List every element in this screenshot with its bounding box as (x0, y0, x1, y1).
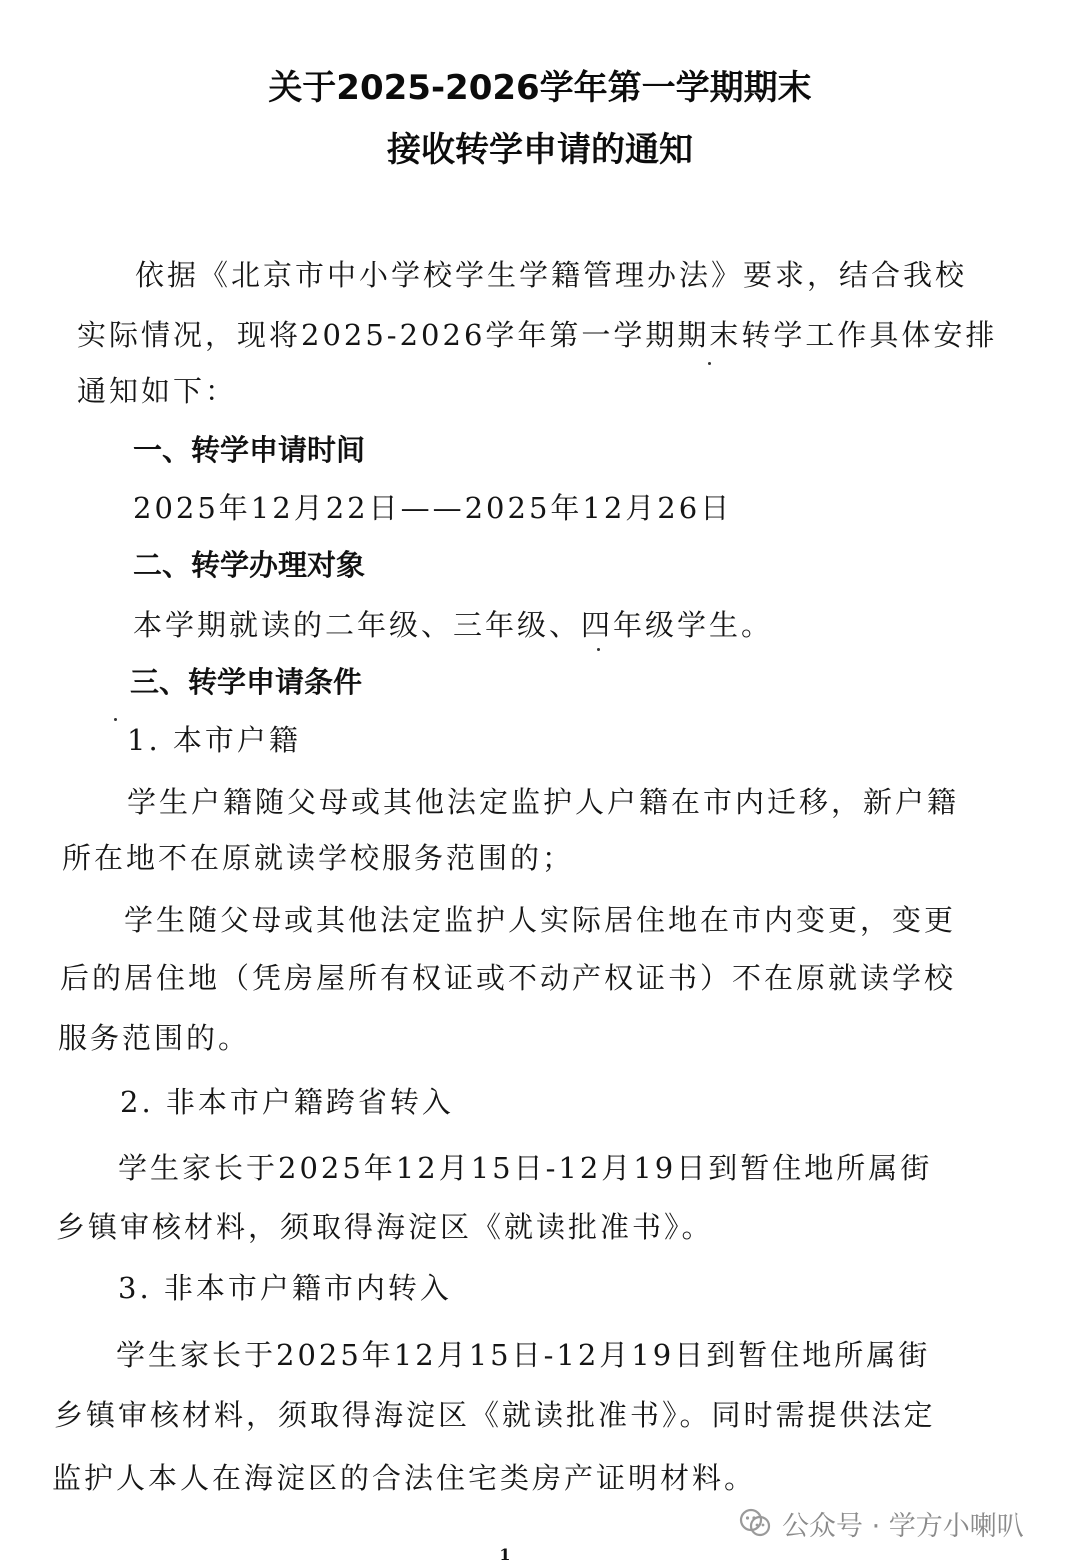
item-1-label: 1. 本市户籍 (127, 723, 301, 757)
item-3-label: 3. 非本市户籍市内转入 (118, 1271, 452, 1305)
wechat-watermark (738, 1501, 1024, 1545)
scan-speck (708, 362, 711, 365)
scan-speck (597, 648, 600, 651)
item-3-para-line-2: 乡镇审核材料，须取得海淀区《就读批准书》。同时需提供法定 (54, 1398, 936, 1432)
document-title-line-2: 接收转学申请的通知 (387, 130, 693, 170)
item-1-para-2-line-2: 后的居住地（凭房屋所有权证或不动产权证书）不在原就读学校 (60, 961, 957, 995)
item-2-label: 2. 非本市户籍跨省转入 (120, 1085, 454, 1119)
section-2-body: 本学期就读的二年级、三年级、四年级学生。 (133, 608, 774, 642)
item-3-para-line-1: 学生家长于2025年12月15日-12月19日到暂住地所属街 (116, 1338, 931, 1372)
item-2-para-line-1: 学生家长于2025年12月15日-12月19日到暂住地所属街 (118, 1151, 933, 1185)
wechat-official-account-icon (738, 1506, 772, 1540)
document-title-line-1: 关于2025-2026学年第一学期期末 (268, 68, 812, 108)
item-2-para-line-2: 乡镇审核材料，须取得海淀区《就读批准书》。 (56, 1210, 714, 1244)
scan-speck (114, 718, 117, 721)
intro-line-1: 依据《北京市中小学校学生学籍管理办法》要求，结合我校 (135, 258, 968, 292)
watermark-text: 公众号 · 学方小喇叭 (782, 1510, 1024, 1542)
item-1-para-2-line-1: 学生随父母或其他法定监护人实际居住地在市内变更，变更 (124, 903, 957, 937)
section-3-heading: 三、转学申请条件 (130, 665, 363, 699)
intro-line-2: 实际情况，现将2025-2026学年第一学期期末转学工作具体安排 (77, 318, 998, 352)
item-1-para-1-line-1: 学生户籍随父母或其他法定监护人户籍在市内迁移，新户籍 (127, 785, 960, 819)
item-1-para-1-line-2: 所在地不在原就读学校服务范围的； (62, 841, 575, 875)
intro-line-3: 通知如下： (77, 374, 238, 408)
section-2-heading: 二、转学办理对象 (133, 548, 366, 582)
page-number: 1 (499, 1545, 511, 1564)
section-1-body: 2025年12月22日——2025年12月26日 (133, 491, 733, 525)
section-1-heading: 一、转学申请时间 (133, 433, 366, 467)
item-3-para-line-3: 监护人本人在海淀区的合法住宅类房产证明材料。 (52, 1461, 757, 1495)
item-1-para-2-line-3: 服务范围的。 (58, 1021, 251, 1055)
